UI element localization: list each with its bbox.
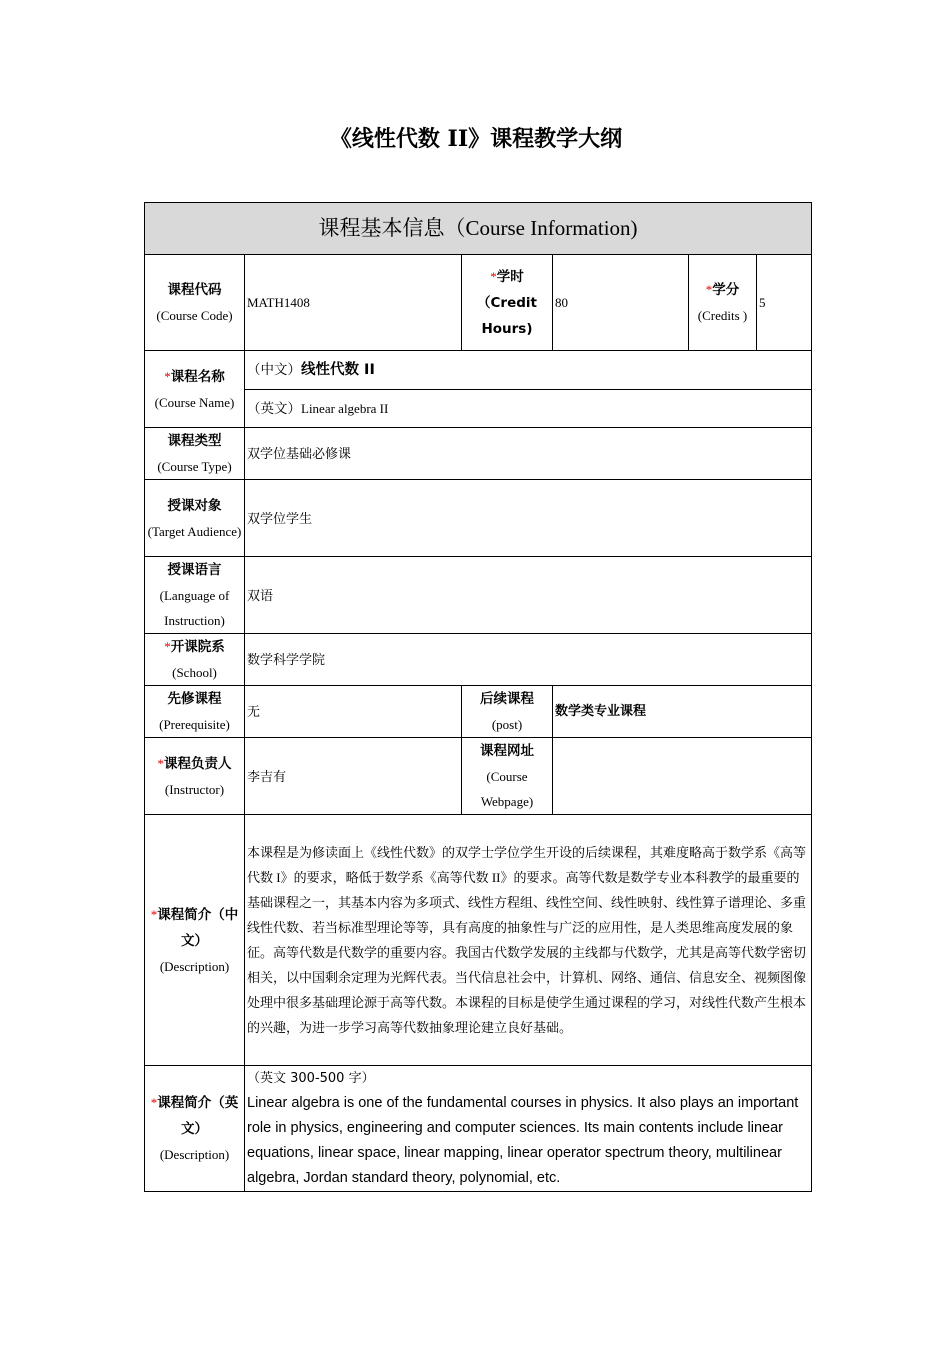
document-title: 《线性代数 II》课程教学大纲: [329, 126, 623, 152]
language-label: [145, 557, 245, 634]
credit-hours-label-zh: 学时（Credit Hours): [477, 268, 537, 337]
course-code-value: MATH1408: [245, 255, 462, 351]
description-en-cell: [245, 1066, 812, 1192]
credits-value: 5: [757, 255, 812, 351]
instructor-label: [145, 738, 245, 815]
target-audience-label-zh: 授课对象: [167, 497, 222, 514]
course-name-en-prefix: （英文）: [247, 400, 301, 417]
course-name-label-zh: 课程名称: [170, 368, 225, 385]
target-audience-row: [145, 480, 812, 557]
course-code-label-zh: 课程代码: [167, 282, 222, 298]
description-cn-text: 本课程是为修读面上《线性代数》的双学士学位学生开设的后续课程，其难度略高于数学系《高等代数 I》的要求，略低于数学系《高等代数 II》的要求。高等代数是数学专业本科教学的最重要的基础课程之一，其基本内容为多项式、线性方程组、线性空间、线性映射、线性算子谱理论、多重线性代数、若当标准型理论等等，具有高度的抽象性与广泛的应用性，是人类思维高度发展的象征。高等代数是代数学的重要内容。我国古代数学发展的主线都与代数学，尤其是高等代数学密切相关，以中国剩余定理为光辉代表。当代信息社会中，计算机、网络、通信、信息安全、视频图像处理中很多基础理论源于高等代数。本课程的目标是使学生通过课程的学习，对线性代数产生根本的兴趣，为进一步学习高等代数抽象理论建立良好基础。: [245, 815, 812, 1066]
webpage-label-zh: 课程网址: [480, 743, 534, 759]
language-row: [145, 557, 812, 634]
course-name-cn-prefix: （中文）: [247, 362, 301, 378]
post-value: 数学类专业课程: [553, 686, 812, 738]
school-value: 数学科学学院: [245, 634, 812, 686]
required-mark: *: [150, 906, 158, 922]
required-mark: *: [490, 268, 497, 284]
course-name-row-cn: [145, 351, 812, 390]
course-type-label-en: (Course Type): [157, 459, 232, 474]
credits-label-zh: 学分: [712, 282, 740, 298]
course-type-label: [145, 428, 245, 480]
target-audience-label-en: (Target Audience): [147, 523, 242, 539]
required-mark: *: [705, 282, 713, 297]
course-name-label-en: (Course Name): [154, 394, 235, 410]
webpage-label: [462, 738, 553, 815]
description-cn-row: [145, 815, 812, 1066]
course-code-label-en: (Course Code): [156, 308, 233, 323]
prerequisite-label: [145, 686, 245, 738]
description-en-note: （英文 300-500 字）: [247, 1071, 375, 1086]
prerequisite-label-en: (Prerequisite): [159, 717, 230, 732]
instructor-label-en: (Instructor): [164, 781, 225, 797]
table-header: 课程基本信息（Course Information): [145, 203, 812, 255]
description-en-text: Linear algebra is one of the fundamental courses in physics. It also plays an important role in physics, engineering and computer sciences. Its main contents include linear equations, linear space, linear mapping, linear operator spectrum theory, multilinear algebra, Jordan standard theory, polynomial, etc.: [247, 1095, 799, 1186]
credit-hours-value: 80: [553, 255, 689, 351]
course-type-value: 双学位基础必修课: [245, 428, 812, 480]
required-mark: *: [157, 755, 164, 771]
description-cn-label-zh: 课程简介（中文）: [157, 906, 239, 949]
language-value: 双语: [245, 557, 812, 634]
webpage-label-en: (Course Webpage): [480, 769, 534, 809]
post-label-en: (post): [491, 717, 523, 732]
language-label-zh: 授课语言: [167, 562, 222, 578]
course-name-cn-value: 线性代数 II: [301, 362, 375, 378]
required-mark: *: [164, 639, 171, 654]
prerequisite-row: [145, 686, 812, 738]
description-en-label-en: (Description): [159, 1147, 230, 1162]
course-type-label-zh: 课程类型: [167, 433, 222, 449]
course-name-row-en: [145, 390, 812, 428]
school-label-zh: 开课院系: [170, 639, 225, 655]
school-label: [145, 634, 245, 686]
course-code-label: [145, 255, 245, 351]
instructor-value: 李吉有: [245, 738, 462, 815]
instructor-row: [145, 738, 812, 815]
description-cn-label-en: (Description): [159, 958, 230, 974]
credits-label: [689, 255, 757, 351]
post-label: [462, 686, 553, 738]
course-name-label: [145, 351, 245, 428]
language-label-en: (Language of Instruction): [159, 588, 230, 628]
course-name-cn-cell: [245, 351, 812, 390]
table-header-row: [145, 203, 812, 255]
target-audience-value: 双学位学生: [245, 480, 812, 557]
description-en-label: [145, 1066, 245, 1192]
credits-label-en: (Credits ): [697, 308, 748, 323]
instructor-label-zh: 课程负责人: [164, 755, 232, 772]
school-label-en: (School): [172, 665, 217, 680]
webpage-value: [553, 738, 812, 815]
course-code-row: [145, 255, 812, 351]
course-info-table: [144, 202, 812, 1192]
prerequisite-value: 无: [245, 686, 462, 738]
description-en-label-zh: 课程简介（英文）: [157, 1095, 239, 1137]
school-row: [145, 634, 812, 686]
target-audience-label: [145, 480, 245, 557]
course-type-row: [145, 428, 812, 480]
required-mark: *: [164, 368, 171, 384]
required-mark: *: [150, 1095, 158, 1110]
description-en-row: [145, 1066, 812, 1192]
post-label-zh: 后续课程: [480, 691, 534, 707]
prerequisite-label-zh: 先修课程: [167, 691, 222, 707]
course-name-en-value: Linear algebra II: [301, 400, 389, 416]
credit-hours-label: [462, 255, 553, 351]
description-cn-label: [145, 815, 245, 1066]
course-name-en-cell: [245, 390, 812, 428]
